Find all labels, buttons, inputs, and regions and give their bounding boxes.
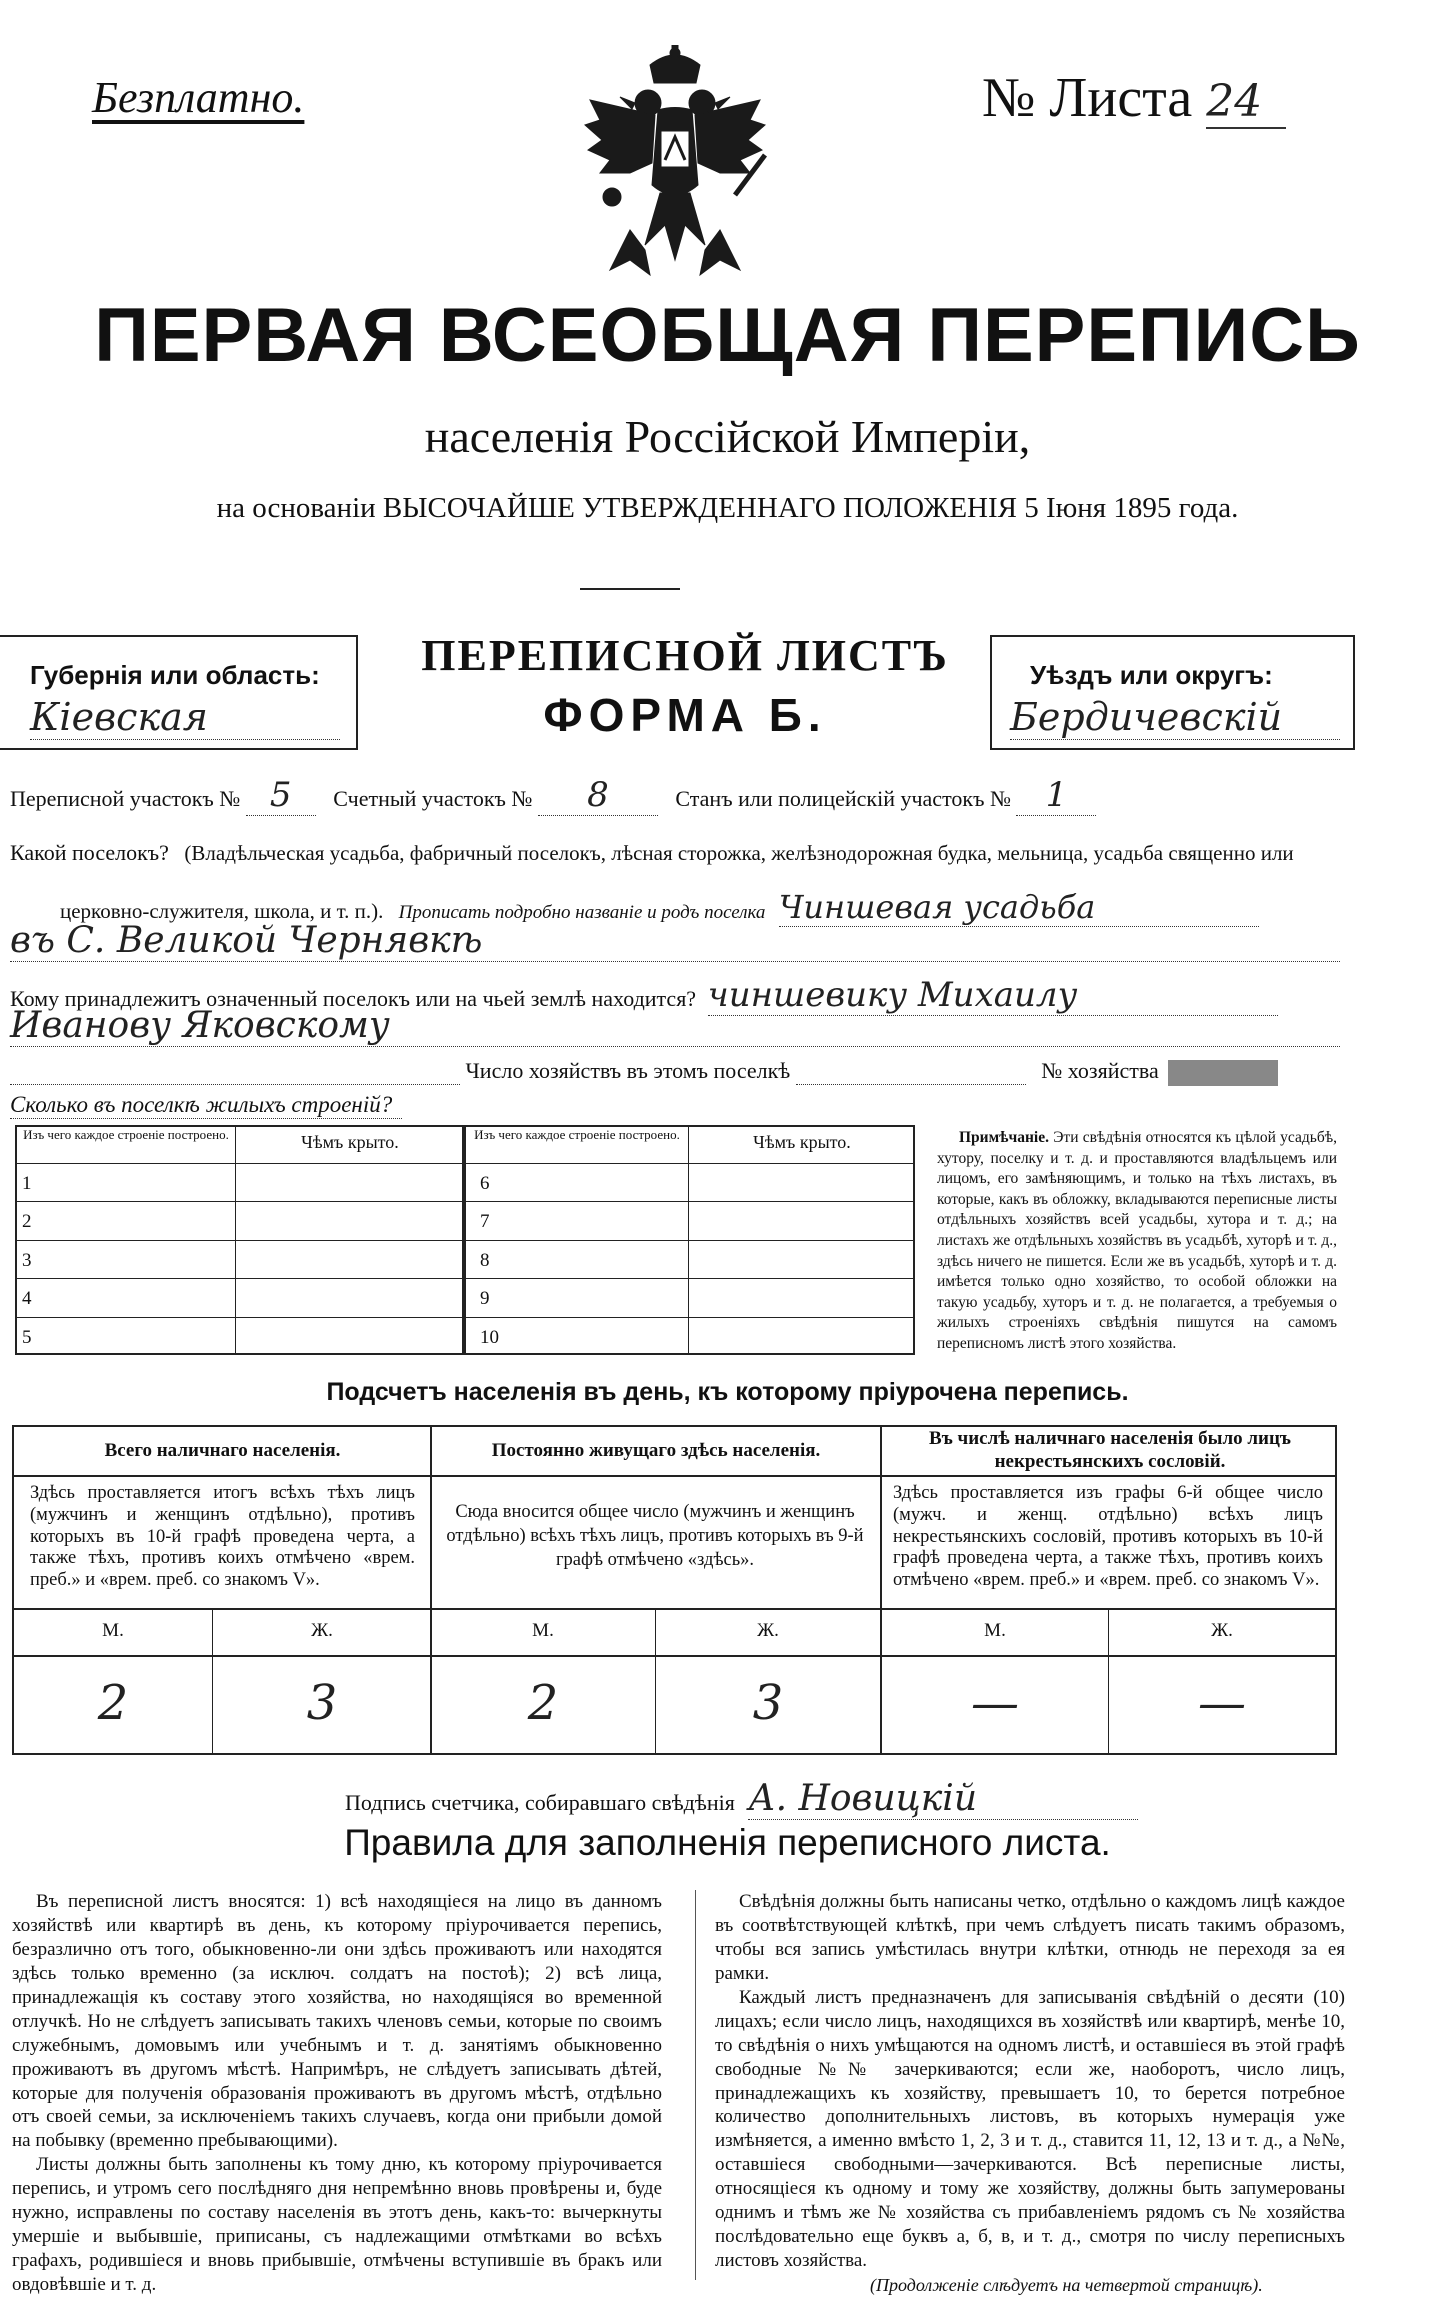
pop-col3-desc: Здѣсь проставляется изъ графы 6-й общее число (мужч. и женщ. отдѣльно) всѣхъ лицъ некрестьянскихъ сословій, противъ которыхъ въ 10-й графѣ проведена черта, а также тѣхъ, противъ коихъ отмѣчено «врем. преб.» и «врем. преб. со знакомъ V». [893,1483,1323,1591]
household-no-redacted [1168,1060,1278,1086]
title-divider [580,588,680,590]
buildings-row-number: 6 [480,1173,490,1194]
male-label: М. [102,1620,124,1641]
count-area-label: Счетный участокъ № [333,786,533,811]
sheet-number-label [982,66,1286,130]
female-count-value: 3 [752,1675,784,1731]
settlement-hint-2: церковно-служителя, школа, и т. п.). [60,899,384,923]
pop-desc-rule [12,1608,1337,1610]
form-name: ПЕРЕПИСНОЙ ЛИСТЪ [421,631,949,680]
buildings-row-number: 2 [22,1211,32,1233]
pop-mf-divider-2 [655,1608,656,1755]
page-subtitle: населенія Россійской Имперіи, [424,411,1031,462]
buildings-col-material-left: Изъ чего каждое строеніе построено. [23,1127,229,1142]
settlement-row [10,840,1294,866]
pop-col2-desc: Сюда вносится общее число (мужчинъ и женщинъ отдѣльно) всѣхъ тѣхъ лицъ, противъ которыхъ въ 9-й графѣ отмѣчено «здѣсь». [446,1502,864,1571]
settlement-hint-3: Прописать подробно названіе и родъ поселка [398,902,766,923]
buildings-row-number: 1 [22,1173,32,1194]
owner-value-1: чиншевику Михаилу [708,975,1278,1016]
buildings-row-number: 3 [22,1249,32,1271]
pop-col3-title: Въ числѣ наличнаго населенія было лицъ некрестьянскихъ сословій. [929,1428,1291,1472]
province-value: Кіевская [30,695,340,740]
rules-left-p2: Листы должны быть заполнены къ тому дню, къ которому пріурочивается перепись, и утромъ сего послѣдняго дня непремѣнно вновь провѣрены и, буде нужно, исправлены по составу населенія въ этотъ день, какъ-то: вычеркнуты умершіе и выбывшіе, приписаны, съ надлежащими отмѣтками во всѣхъ графахъ, родившіеся и вновь прибывшіе, отмѣчены вступившіе въ бракъ или овдовѣвшіе и т. д. [12,2154,662,2295]
buildings-row-rule [464,1278,915,1279]
rules-heading: Правила для заполненія переписного листа. [344,1822,1111,1863]
female-label: Ж. [311,1620,333,1641]
free-label: Безплатно. [92,73,305,122]
population-heading: Подсчетъ населенія въ день, къ которому пріурочена перепись. [326,1378,1129,1406]
owner-label: Кому принадлежитъ означенный поселокъ или на чьей землѣ находится? [10,986,697,1011]
female-label: Ж. [1211,1620,1233,1641]
households-row [10,1058,1350,1086]
station-label: Станъ или полицейскій участокъ № [675,786,1011,811]
male-count-value: — [971,1675,1019,1731]
female-count-value: — [1198,1675,1246,1731]
rules-right-column [715,1890,1345,2273]
pop-col1-title: Всего наличнаго населенія. [104,1440,341,1461]
settlement-value-1: Чиншевая усадьба [779,888,1259,927]
buildings-row-rule [464,1201,915,1202]
district-label: Уѣздъ или округъ: [1030,660,1273,690]
buildings-row-number: 9 [480,1288,490,1310]
pop-col2-title: Постоянно живущаго здѣсь населенія. [491,1440,821,1461]
district-value: Бердичевскій [1010,695,1340,740]
settlement-value-2: въ С. Великой Чернявкѣ [10,920,1340,962]
rules-left-p1: Въ переписной листъ вносятся: 1) всѣ находящіеся на лицо въ данномъ хозяйствѣ или квартирѣ въ день, къ которому пріурочивается перепись, безразлично отъ того, обыкновенно-ли они здѣсь проживаютъ или находятся здѣсь только временно (за исключ. солдатъ на постоѣ); 2) всѣ лица, принадлежащія къ составу этого хозяйства, но находящіяся во временной отлучкѣ. Но не слѣдуетъ записывать такихъ членовъ семьи, которые по своимъ служебнымъ, домовымъ или учебнымъ и т. д. занятіямъ обыкновенно проживаютъ въ другомъ мѣстѣ. Напримѣръ, не слѣдуетъ записывать дѣтей, которые для полученія образованія проживаютъ въ другомъ мѣстѣ, отдѣльно отъ своей семьи, за исключеніемъ такихъ случаевъ, когда они прибыли домой на побывку (временно пребывающими). [12,1891,662,2152]
buildings-row-number: 10 [480,1326,499,1348]
rules-column-divider [695,1890,696,2280]
buildings-row-rule [15,1317,462,1318]
note-text: Эти свѣдѣнія относятся къ цѣлой усадьбѣ, хутору, поселку и т. д. и проставляются владѣльцемъ или лицомъ, его замѣняющимъ, и только на тѣхъ листахъ, въ которые, какъ въ обложку, вкладываются переписные листы отдѣльныхъ хозяйствъ всей усадьбы, хутора и т. д.; на листахъ же отдѣльныхъ хозяйствъ въ усадьбѣ, хуторѣ и т. д., здѣсь ничего не пишется. Если же въ усадьбѣ, хуторѣ и т. д. имѣется только одно хозяйство, то особой обложки на такую усадьбу, хуторъ и т. д. не полагается, а требуемыя о жилыхъ строеніяхъ свѣдѣнія пишутся на самомъ переписномъ листѣ этого хозяйства. [937,1129,1337,1353]
page-basis-line: на основаніи ВЫСОЧАЙШЕ УТВЕРЖДЕННАГО ПОЛОЖЕНІЯ 5 Іюня 1895 года. [216,492,1239,524]
rules-left-column [12,1890,662,2297]
settlement-hint-1: (Владѣльческая усадьба, фабричный поселокъ, лѣсная сторожка, желѣзнодорожная будка, мельница, усадьба священно или [184,841,1294,865]
sheet-number-value: 24 [1206,76,1286,129]
buildings-row-rule [464,1317,915,1318]
buildings-header-rule [15,1163,915,1164]
buildings-col-material-right: Изъ чего каждое строеніе построено. [474,1127,680,1142]
buildings-row-number: 8 [480,1249,490,1271]
male-label: М. [984,1620,1006,1641]
signature-value: А. Новицкій [748,1778,1138,1820]
census-area-label: Переписной участокъ № [10,786,241,811]
buildings-row-number: 4 [22,1288,32,1310]
buildings-row-rule [464,1240,915,1241]
settlement-label: Какой поселокъ? [10,840,169,865]
buildings-col-roof-right: Чѣмъ крыто. [753,1132,851,1152]
pop-mf-rule [12,1655,1337,1657]
female-label: Ж. [757,1620,779,1641]
male-count-value: 2 [97,1675,129,1731]
pop-mf-divider-3 [1108,1608,1109,1755]
buildings-row-number: 5 [22,1326,32,1348]
province-label: Губернія или область: [30,660,320,690]
rules-continued: (Продолженіе слѣдуетъ на четвертой страницѣ). [870,2275,1263,2295]
page-title: ПЕРВАЯ ВСЕОБЩАЯ ПЕРЕПИСЬ [94,293,1361,378]
female-count-value: 3 [306,1675,338,1731]
household-no-label: № хозяйства [1041,1058,1159,1083]
buildings-row-rule [15,1278,462,1279]
buildings-row-rule [15,1240,462,1241]
rules-right-p2: Каждый листъ предназначенъ для записыванія свѣдѣній о десяти (10) лицахъ; если число лицъ, находящихся въ хозяйствѣ или квартирѣ, менѣе 10, то свѣдѣнія о нихъ умѣщаются на одномъ листѣ, и оставшіеся въ этой графѣ свободные №№ зачеркиваются; если же, наоборотъ, число лицъ, принадлежащихъ къ хозяйству, превышаетъ 10, то берется потребное количество дополнительныхъ листовъ, въ которыхъ нумерація уже измѣняется, а именно вмѣсто 1, 2, 3 и т. д., ставится 11, 12, 13 и т. д., а №№, оставшіеся свободными—зачеркиваются. Всѣ переписные листы, относящіеся къ одному и тому же хозяйству, должны быть запумерованы однимъ и тѣмъ же № хозяйства съ прибавленіемъ рядомъ съ № хозяйства послѣдовательно еще буквъ а, б, в, и т. д., смотря по числу переписныхъ листовъ хозяйства. [715,1986,1345,2272]
pop-col1-desc: Здѣсь проставляется итогъ всѣхъ тѣхъ лицъ (мужчинъ и женщинъ отдѣльно), противъ которыхъ въ 10-й графѣ проведена черта, а также тѣхъ, противъ коихъ отмѣчено «врем. преб.» и «врем. преб. со знакомъ V». [30,1483,415,1591]
pop-mf-divider-1 [212,1608,213,1755]
buildings-row-number: 7 [480,1211,490,1233]
sheet-label: № Листа [982,67,1193,129]
note-title: Примѣчаніе. [959,1129,1049,1146]
buildings-col-roof-left: Чѣмъ крыто. [301,1132,399,1152]
census-area-value: 5 [246,775,316,816]
form-type: ФОРМА Б. [543,689,827,741]
count-area-value: 8 [538,775,658,816]
imperial-eagle-icon [570,45,780,280]
male-count-value: 2 [527,1675,559,1731]
census-area-row [10,775,1096,816]
dwellings-label: Сколько въ поселкѣ жилыхъ строеній? [10,1092,402,1119]
signature-row [345,1778,1138,1820]
buildings-row-rule [15,1201,462,1202]
households-label: Число хозяйствъ въ этомъ поселкѣ [465,1058,791,1083]
pop-title-rule [12,1475,1337,1477]
male-label: М. [532,1620,554,1641]
signature-label: Подпись счетчика, собиравшаго свѣдѣнія [345,1790,735,1815]
note-block [937,1128,1337,1355]
owner-value-2: Иванову Яковскому [10,1005,1340,1047]
rules-right-p1: Свѣдѣнія должны быть написаны четко, отдѣльно о каждомъ лицѣ каждое въ соотвѣтствующей клѣткѣ, при чемъ слѣдуетъ писать такимъ образомъ, чтобы вся запись умѣстилась внутри клѣтки, отнюдь не переходя за ея рамки. [715,1891,1345,1984]
station-value: 1 [1016,775,1096,816]
